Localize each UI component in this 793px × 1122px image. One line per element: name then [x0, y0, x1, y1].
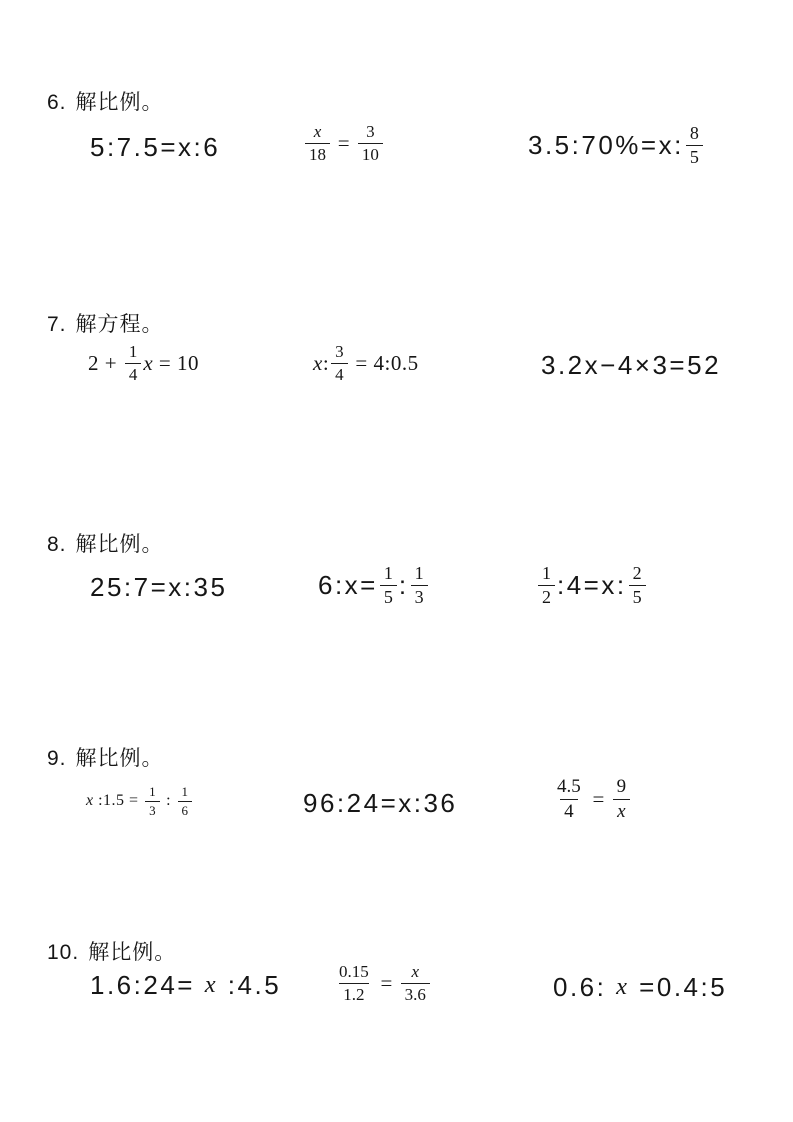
math-fraction: $\frac{1}{3}$	[145, 785, 160, 817]
equation-10-3	[553, 956, 727, 1018]
problem-6	[0, 86, 793, 276]
problem-7	[0, 308, 793, 498]
equation-9-3	[551, 768, 632, 830]
problem-9-heading	[47, 742, 164, 772]
problem-title: 解比例。	[88, 941, 177, 964]
equation-6-2	[303, 112, 385, 174]
problem-number: 7.	[47, 313, 67, 336]
problem-6-heading	[47, 86, 164, 116]
math-text: 1.6:24=	[90, 969, 205, 1000]
math-text: =0.4:5	[629, 971, 728, 1002]
equation-8-1	[90, 556, 227, 618]
math-fraction: $\frac{4.5}{4}$	[557, 775, 581, 822]
math-fraction: $\frac{x}{3.6}$	[401, 963, 430, 1004]
math-variable: x	[204, 971, 219, 998]
equation-8-3	[536, 554, 648, 616]
equation-9-2	[303, 772, 457, 834]
math-fraction: $\frac{1}{5}$	[380, 564, 397, 607]
math-text: 2 +	[88, 350, 123, 375]
problem-9	[0, 742, 793, 932]
problem-number: 6.	[47, 91, 67, 114]
math-fraction: $\frac{1}{6}$	[178, 785, 193, 817]
math-text: 0.6:	[553, 971, 617, 1002]
math-fraction: $\frac{1}{2}$	[538, 564, 555, 607]
problem-title: 解比例。	[75, 747, 164, 770]
equation-7-2	[313, 332, 419, 394]
equation-8-2	[318, 554, 430, 616]
math-fraction: $\frac{0.15}{1.2}$	[339, 961, 369, 1004]
math-fraction: $\frac{2}{5}$	[629, 564, 646, 607]
math-fraction: $\frac{8}{5}$	[686, 124, 703, 167]
math-text: = 10	[153, 350, 200, 375]
math-text: =	[332, 130, 356, 155]
math-text: 6:x=	[318, 569, 378, 600]
problem-number: 8.	[47, 533, 67, 556]
math-text: =	[374, 970, 399, 995]
equation-7-1	[88, 332, 199, 394]
math-text: 96:24=x:36	[303, 787, 458, 818]
math-text: :4=x:	[557, 569, 627, 600]
math-fraction: $\frac{3}{10}$	[358, 123, 383, 164]
problem-title: 解比例。	[75, 91, 164, 114]
math-fraction: $\frac{1}{4}$	[125, 343, 142, 384]
math-text: 3.2x−4×3=52	[541, 349, 722, 380]
math-text: :1.5 =	[93, 792, 144, 809]
math-text: 25:7=x:35	[90, 571, 228, 602]
problem-8-heading	[47, 528, 164, 558]
problem-8	[0, 528, 793, 718]
math-fraction: $\frac{9}{x}$	[613, 777, 631, 822]
problem-number: 10.	[47, 941, 80, 964]
problem-title: 解方程。	[75, 313, 164, 336]
math-fraction: $\frac{3}{4}$	[331, 343, 348, 384]
math-variable: x	[313, 350, 323, 375]
equation-10-1	[90, 954, 281, 1016]
math-variable: x	[86, 792, 94, 809]
math-variable: x	[616, 973, 630, 1000]
equation-9-1	[86, 770, 194, 832]
math-variable: x	[143, 350, 154, 375]
math-text: = 4:0.5	[349, 350, 419, 375]
math-text: :	[398, 569, 409, 600]
math-text: :	[161, 792, 176, 809]
math-text: 3.5:70%=x:	[528, 129, 684, 160]
problem-title: 解比例。	[75, 533, 164, 556]
equation-6-1	[90, 116, 220, 178]
math-text: :4.5	[218, 969, 282, 1000]
problem-10	[0, 936, 793, 1122]
math-text: =	[586, 786, 611, 811]
equation-7-3	[541, 334, 721, 396]
math-fraction: $\frac{x}{18}$	[305, 123, 330, 164]
math-text: :	[322, 350, 330, 375]
equation-10-2	[333, 952, 432, 1014]
problem-number: 9.	[47, 747, 67, 770]
math-text: 5:7.5=x:6	[90, 131, 221, 162]
equation-6-3	[528, 114, 705, 176]
math-fraction: $\frac{1}{3}$	[411, 564, 428, 607]
